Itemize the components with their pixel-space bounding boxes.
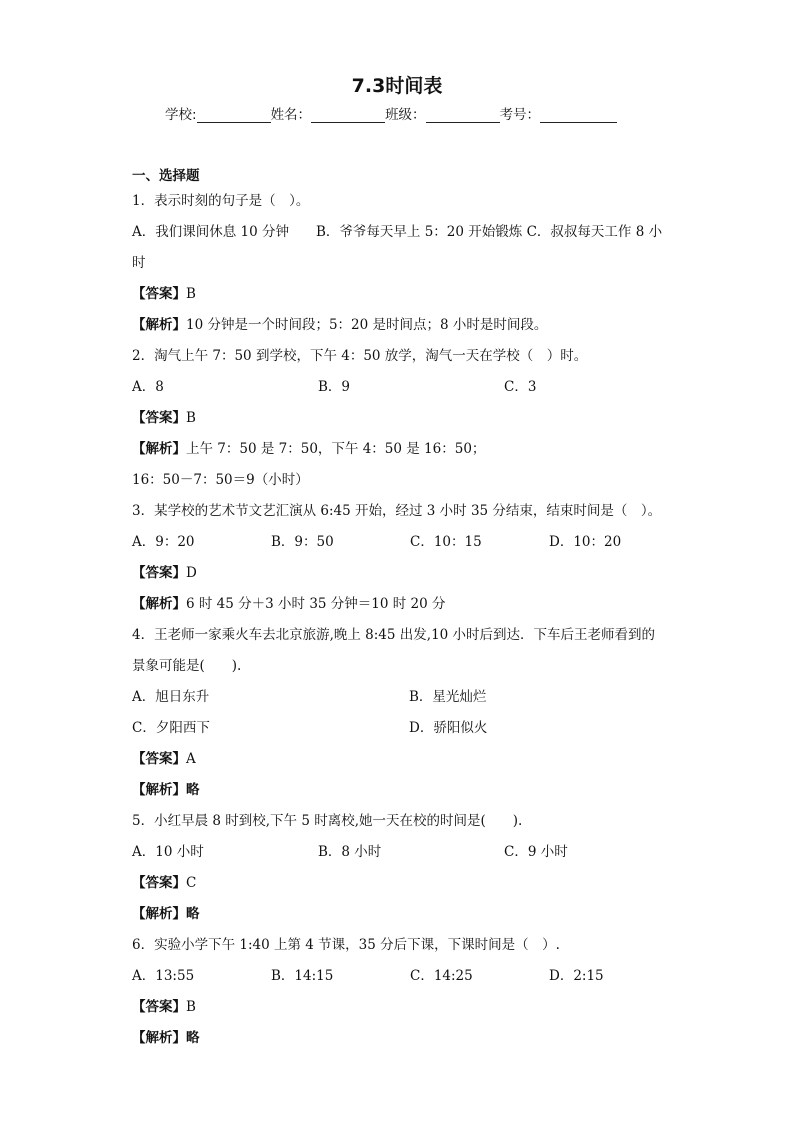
question-5-answer xyxy=(132,868,672,899)
option-a: A．旭日东升 xyxy=(132,689,210,705)
question-3-analysis xyxy=(132,589,672,620)
page-title: 7.3时间表 xyxy=(351,75,443,97)
analysis-text: 6 时 45 分＋3 小时 35 分钟＝10 时 20 分 xyxy=(186,596,446,612)
option-c: C．3 xyxy=(504,379,537,395)
option-a: A．13:55 xyxy=(132,968,195,984)
option-b: B．9 xyxy=(318,379,351,395)
option-d: D．10：20 xyxy=(549,534,622,550)
question-2-options xyxy=(132,372,672,403)
question-5-options xyxy=(132,837,672,868)
answer-value: B xyxy=(186,999,196,1015)
class-blank xyxy=(426,106,500,123)
name-label: 姓名： xyxy=(270,107,312,123)
analysis-text: 略 xyxy=(186,906,200,922)
analysis-tag: 【解析】 xyxy=(132,782,186,798)
option-c: C．9 小时 xyxy=(504,844,568,860)
option-b: B．星光灿烂 xyxy=(409,689,487,705)
question-6-options xyxy=(132,961,672,992)
student-info-line xyxy=(165,103,617,123)
question-6-answer xyxy=(132,992,672,1023)
option-b: B．14:15 xyxy=(271,968,334,984)
answer-value: D xyxy=(186,565,197,581)
analysis-text: 上午 7：50 是 7：50，下午 4：50 是 16：50； xyxy=(186,441,486,457)
question-3-answer xyxy=(132,558,672,589)
question-2-analysis xyxy=(132,434,672,465)
answer-tag: 【答案】 xyxy=(132,751,186,767)
class-label: 班级： xyxy=(385,107,426,123)
option-d: D．2:15 xyxy=(549,968,604,984)
analysis-tag: 【解析】 xyxy=(132,441,186,457)
analysis-tag: 【解析】 xyxy=(132,906,186,922)
school-blank xyxy=(197,106,271,123)
answer-tag: 【答案】 xyxy=(132,875,186,891)
school-label: 学校: xyxy=(165,107,197,123)
number-label: 考号： xyxy=(499,107,541,123)
question-1-options: A．我们课间休息 10 分钟 B．爷爷每天早上 5：20 开始锻炼 C．叔叔每天工作 8 小 xyxy=(132,224,663,240)
question-2-analysis-cont: 16：50－7：50＝9（小时） xyxy=(132,472,309,488)
option-c: C．14:25 xyxy=(410,968,473,984)
answer-tag: 【答案】 xyxy=(132,999,186,1015)
question-4-stem-cont: 景象可能是( ). xyxy=(132,658,242,674)
question-6-stem: 6．实验小学下午 1:40 上第 4 节课，35 分后下课，下课时间是（ ）. xyxy=(132,937,560,953)
option-a: A．9：20 xyxy=(132,534,195,550)
analysis-tag: 【解析】 xyxy=(132,317,186,333)
option-b: B．8 小时 xyxy=(318,844,382,860)
question-1-analysis xyxy=(132,310,672,341)
analysis-text: 略 xyxy=(186,782,200,798)
question-6-analysis xyxy=(132,1023,672,1054)
analysis-tag: 【解析】 xyxy=(132,596,186,612)
question-1-answer xyxy=(132,279,672,310)
answer-tag: 【答案】 xyxy=(132,565,186,581)
answer-value: B xyxy=(186,286,196,302)
question-1-stem: 1．表示时刻的句子是（ ）。 xyxy=(132,193,310,209)
question-list xyxy=(132,166,672,1054)
answer-value: B xyxy=(186,410,196,426)
answer-value: C xyxy=(186,875,197,891)
question-3-stem: 3．某学校的艺术节文艺汇演从 6:45 开始，经过 3 小时 35 分结束，结束时间是（ ）。 xyxy=(132,503,662,519)
option-c: C．10：15 xyxy=(410,534,482,550)
question-1-options-cont: 时 xyxy=(132,255,146,271)
name-blank xyxy=(311,106,385,123)
answer-tag: 【答案】 xyxy=(132,286,186,302)
question-4-analysis xyxy=(132,775,672,806)
question-5-stem: 5．小红早晨 8 时到校,下午 5 时离校,她一天在校的时间是( ). xyxy=(132,813,523,829)
answer-value: A xyxy=(186,751,196,767)
number-blank xyxy=(540,106,617,123)
question-4-options-row1 xyxy=(132,682,672,713)
question-4-answer xyxy=(132,744,672,775)
option-c: C．夕阳西下 xyxy=(132,720,210,736)
question-5-analysis xyxy=(132,899,672,930)
analysis-text: 10 分钟是一个时间段；5：20 是时间点；8 小时是时间段。 xyxy=(186,317,548,333)
question-3-options xyxy=(132,527,672,558)
answer-tag: 【答案】 xyxy=(132,410,186,426)
analysis-text: 略 xyxy=(186,1030,200,1046)
option-a: A．8 xyxy=(132,379,164,395)
question-4-stem: 4．王老师一家乘火车去北京旅游,晚上 8:45 出发,10 小时后到达．下车后王老师看到的 xyxy=(132,627,656,643)
option-b: B．9：50 xyxy=(271,534,334,550)
option-a: A．10 小时 xyxy=(132,844,204,860)
option-d: D．骄阳似火 xyxy=(409,720,488,736)
question-2-answer xyxy=(132,403,672,434)
question-2-stem: 2．淘气上午 7：50 到学校，下午 4：50 放学，淘气一天在学校（ ）时。 xyxy=(132,348,588,364)
section-heading: 一、选择题 xyxy=(132,168,200,184)
analysis-tag: 【解析】 xyxy=(132,1030,186,1046)
question-4-options-row2 xyxy=(132,713,672,744)
